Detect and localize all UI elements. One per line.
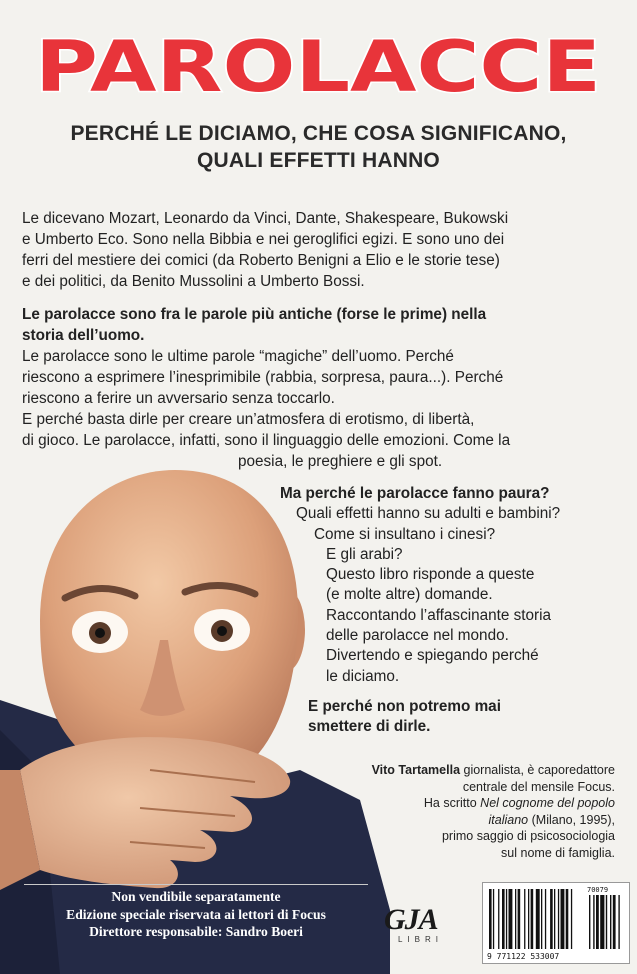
- barcode-bar: [518, 889, 521, 949]
- author-wrote: Ha scritto: [423, 796, 477, 810]
- intro-paragraph-2: [22, 304, 622, 472]
- question-line: Divertendo e spiegando perché: [326, 647, 539, 665]
- intro-line: riescono a ferire un avversario senza toccarlo.: [22, 390, 335, 407]
- subtitle-line-2: QUALI EFFETTI HANNO: [197, 149, 440, 172]
- barcode-bar: [515, 889, 516, 949]
- author-role: giornalista, è caporedattore: [460, 763, 615, 777]
- promo-notice: [24, 888, 368, 941]
- intro-line: poesia, le preghiere e gli spot.: [238, 453, 443, 470]
- intro-text: [22, 208, 622, 472]
- barcode-bars: [489, 889, 620, 949]
- barcode-bar: [498, 889, 499, 949]
- author-line-5: primo saggio di psicosociologia: [441, 829, 615, 843]
- barcode-bar: [541, 889, 542, 949]
- subtitle: [0, 120, 637, 174]
- question-line: delle parolacce nel mondo.: [326, 627, 509, 645]
- barcode-addon: 70079: [587, 886, 609, 894]
- title-logo: [28, 26, 608, 106]
- author-line-6: sul nome di famiglia.: [501, 845, 615, 860]
- barcode-bar: [536, 889, 540, 949]
- book-title-cont: italiano: [488, 812, 529, 827]
- barcode-addon-bar: [589, 895, 590, 949]
- question-line: le diciamo.: [326, 667, 400, 685]
- question-line: Quali effetti hanno su adulti e bambini?: [296, 505, 561, 523]
- intro-line: e Umberto Eco. Sono nella Bibbia e nei geroglifici egizi. E sono uno dei: [22, 231, 505, 248]
- barcode-bar: [493, 889, 494, 949]
- question-line: (e molte altre) domande.: [326, 586, 493, 604]
- barcode-bar: [566, 889, 569, 949]
- barcode-bar: [502, 889, 505, 949]
- promo-line-2: Edizione speciale riservata ai lettori di Focus: [66, 906, 326, 922]
- barcode-bar: [509, 889, 513, 949]
- final-statement: [280, 697, 610, 738]
- barcode-addon-bar: [613, 895, 616, 949]
- final-line: E perché non potremo mai: [308, 697, 501, 715]
- barcode-addon-bar: [593, 895, 594, 949]
- intro-line: E perché basta dirle per creare un’atmosfera di erotismo, di libertà,: [22, 411, 475, 428]
- barcode-addon-bar: [610, 895, 611, 949]
- barcode-bar: [545, 889, 546, 949]
- barcode-bar: [489, 889, 492, 949]
- final-line: smettere di dirle.: [308, 718, 431, 736]
- title-text: PAROLACCE: [35, 26, 601, 106]
- author-line-1: [335, 762, 615, 779]
- author-line-2: centrale del mensile Focus.: [462, 779, 615, 794]
- barcode-bar: [524, 889, 525, 949]
- barcode-bar: [531, 889, 534, 949]
- intro-line: Le parolacce sono le ultime parole “magiche” dell’uomo. Perché: [22, 348, 454, 365]
- barcode-bar: [571, 889, 572, 949]
- question-line: Ma perché le parolacce fanno paura?: [280, 485, 550, 502]
- barcode-number: 9 771122 533007: [487, 952, 560, 961]
- intro-line: riescono a esprimere l’inesprimibile (rabbia, sorpresa, paura...). Perché: [22, 369, 504, 386]
- barcode-addon-bar: [600, 895, 604, 949]
- publisher-logo-sub: LIBRI: [398, 935, 444, 944]
- author-name: Vito Tartamella: [371, 763, 461, 777]
- intro-line: e dei politici, da Benito Mussolini a Umberto Bossi.: [22, 273, 365, 290]
- barcode-addon-bar: [606, 895, 607, 949]
- barcode-bar: [558, 889, 559, 949]
- barcode-bar: [506, 889, 507, 949]
- barcode-bar: [561, 889, 565, 949]
- barcode-bar: [554, 889, 555, 949]
- promo-line-1: Non vendibile separatamente: [111, 889, 281, 904]
- publisher-logo: [384, 905, 464, 945]
- publisher-logo-mark: GJA: [384, 903, 438, 936]
- book-title: Nel cognome del popolo: [480, 796, 615, 810]
- question-line: E gli arabi?: [326, 545, 403, 563]
- promo-divider: [24, 884, 368, 885]
- author-bio: [335, 762, 615, 861]
- intro-bold-line: storia dell’uomo.: [22, 327, 145, 344]
- barcode-addon-bar: [596, 895, 599, 949]
- author-line-3: [335, 795, 615, 812]
- question-line: Questo libro risponde a queste: [326, 566, 535, 584]
- intro-line: ferri del mestiere dei comici (da Roberto Benigni a Elio e le storie tese): [22, 252, 500, 269]
- intro-paragraph-1: [22, 208, 622, 292]
- questions-block: [280, 484, 610, 738]
- intro-line: di gioco. Le parolacce, infatti, sono il linguaggio delle emozioni. Come la: [22, 432, 511, 449]
- question-line: Raccontando l’affascinante storia: [326, 606, 552, 624]
- barcode: [482, 882, 630, 964]
- barcode-addon-bar: [618, 895, 619, 949]
- book-publisher: (Milano, 1995),: [528, 812, 615, 827]
- barcode-bar: [528, 889, 529, 949]
- intro-line: Le dicevano Mozart, Leonardo da Vinci, Dante, Shakespeare, Bukowski: [22, 210, 509, 227]
- question-line: Come si insultano i cinesi?: [314, 525, 496, 543]
- barcode-bar: [550, 889, 553, 949]
- promo-line-3: Direttore responsabile: Sandro Boeri: [89, 924, 303, 939]
- subtitle-line-1: PERCHÉ LE DICIAMO, CHE COSA SIGNIFICANO,: [70, 122, 567, 145]
- author-line-4: [335, 812, 615, 829]
- intro-bold-line: Le parolacce sono fra le parole più antiche (forse le prime) nella: [22, 306, 487, 323]
